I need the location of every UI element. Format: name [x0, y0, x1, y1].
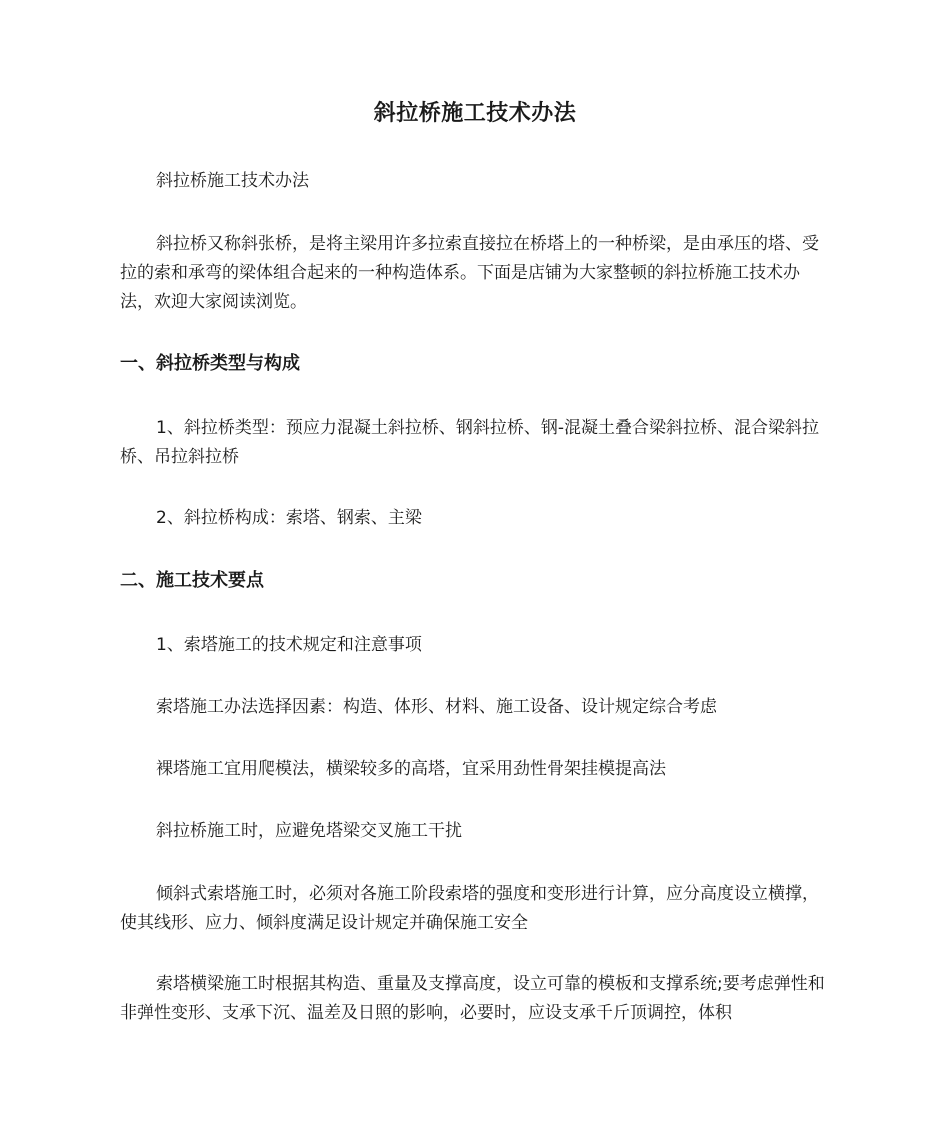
paragraph-crossbeam: 索塔横梁施工时根据其构造、重量及支撑高度，设立可靠的模板和支撑系统;要考虑弹性和非弹性变形、支承下沉、温差及日照的影响，必要时，应设支承千斤顶调控，体积 — [120, 974, 825, 1023]
section-heading-1: 一、斜拉桥类型与构成 — [120, 353, 300, 374]
document-title: 斜拉桥施工技术办法 — [373, 101, 577, 126]
paragraph-method-factors: 索塔施工办法选择因素：构造、体形、材料、施工设备、设计规定综合考虑 — [156, 697, 717, 717]
paragraph-tower-requirements: 1、索塔施工的技术规定和注意事项 — [156, 635, 422, 655]
section-heading-2: 二、施工技术要点 — [120, 570, 264, 591]
paragraph-avoid-interference: 斜拉桥施工时，应避免塔梁交叉施工干扰 — [156, 821, 462, 841]
paragraph-inclined-tower: 倾斜式索塔施工时，必须对各施工阶段索塔的强度和变形进行计算，应分高度设立横撑，使其线形、应力、倾斜度满足设计规定并确保施工安全 — [120, 884, 819, 933]
paragraph-subtitle: 斜拉桥施工技术办法 — [156, 171, 309, 191]
paragraph-intro: 斜拉桥又称斜张桥，是将主梁用许多拉索直接拉在桥塔上的一种桥梁，是由承压的塔、受拉的索和承弯的梁体组合起来的一种构造体系。下面是店铺为大家整顿的斜拉桥施工技术办法，欢迎大家阅读浏览。 — [120, 234, 819, 312]
paragraph-climbing-form: 裸塔施工宜用爬模法，横梁较多的高塔，宜采用劲性骨架挂模提高法 — [156, 759, 666, 779]
paragraph-bridge-composition: 2、斜拉桥构成：索塔、钢索、主梁 — [156, 508, 422, 528]
paragraph-bridge-types: 1、斜拉桥类型：预应力混凝土斜拉桥、钢斜拉桥、钢-混凝土叠合梁斜拉桥、混合梁斜拉桥、吊拉斜拉桥 — [120, 418, 819, 467]
